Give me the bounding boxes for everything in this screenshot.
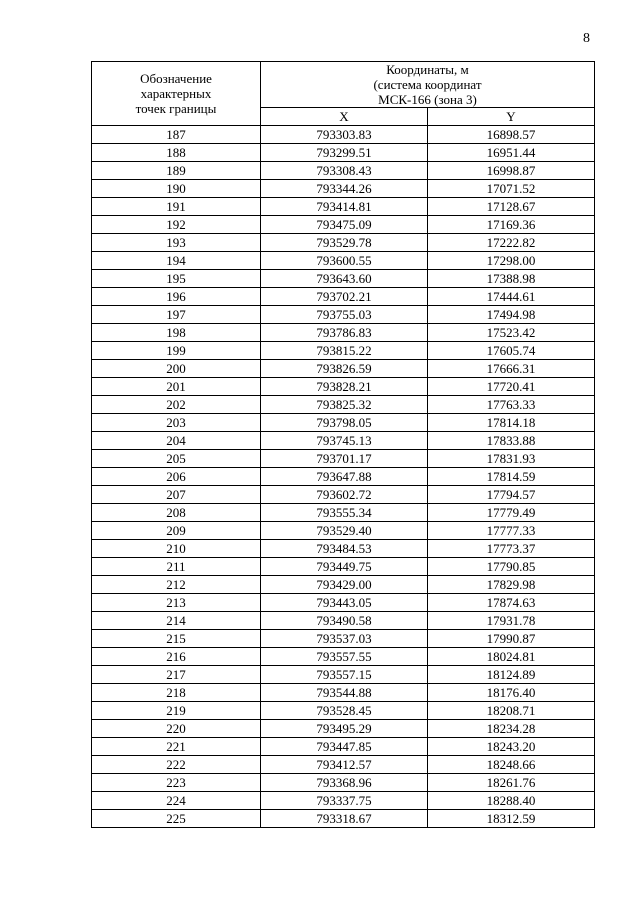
x-cell: 793344.26 — [261, 180, 428, 198]
y-cell: 17829.98 — [428, 576, 595, 594]
y-cell: 18124.89 — [428, 666, 595, 684]
header-points-line: Обозначение — [140, 71, 212, 86]
point-cell: 218 — [92, 684, 261, 702]
y-cell: 17388.98 — [428, 270, 595, 288]
point-cell: 193 — [92, 234, 261, 252]
x-cell: 793318.67 — [261, 810, 428, 828]
point-cell: 219 — [92, 702, 261, 720]
x-cell: 793529.40 — [261, 522, 428, 540]
x-cell: 793449.75 — [261, 558, 428, 576]
header-coordinates-line: МСК-166 (зона 3) — [378, 92, 477, 107]
point-cell: 220 — [92, 720, 261, 738]
table-row — [92, 396, 595, 414]
y-cell: 17128.67 — [428, 198, 595, 216]
y-cell: 17833.88 — [428, 432, 595, 450]
point-cell: 187 — [92, 126, 261, 144]
header-coordinates-line: Координаты, м — [386, 62, 469, 77]
table-row — [92, 450, 595, 468]
x-cell: 793414.81 — [261, 198, 428, 216]
x-cell: 793484.53 — [261, 540, 428, 558]
table-header-row — [92, 62, 595, 108]
table-row — [92, 810, 595, 828]
point-cell: 202 — [92, 396, 261, 414]
y-cell: 17720.41 — [428, 378, 595, 396]
table-row — [92, 144, 595, 162]
x-cell: 793647.88 — [261, 468, 428, 486]
x-cell: 793745.13 — [261, 432, 428, 450]
x-cell: 793308.43 — [261, 162, 428, 180]
point-cell: 192 — [92, 216, 261, 234]
table-row — [92, 720, 595, 738]
table-row — [92, 324, 595, 342]
y-cell: 17222.82 — [428, 234, 595, 252]
y-cell: 18261.76 — [428, 774, 595, 792]
table-row — [92, 306, 595, 324]
table-row — [92, 198, 595, 216]
y-cell: 17990.87 — [428, 630, 595, 648]
header-points-designation — [92, 62, 261, 126]
x-cell: 793825.32 — [261, 396, 428, 414]
x-cell: 793557.55 — [261, 648, 428, 666]
header-coordinates-line: (система координат — [373, 77, 482, 92]
y-cell: 17605.74 — [428, 342, 595, 360]
point-cell: 211 — [92, 558, 261, 576]
table-row — [92, 630, 595, 648]
table-row — [92, 540, 595, 558]
point-cell: 208 — [92, 504, 261, 522]
point-cell: 190 — [92, 180, 261, 198]
point-cell: 188 — [92, 144, 261, 162]
point-cell: 204 — [92, 432, 261, 450]
x-cell: 793529.78 — [261, 234, 428, 252]
x-cell: 793786.83 — [261, 324, 428, 342]
table-row — [92, 180, 595, 198]
y-cell: 18243.20 — [428, 738, 595, 756]
y-cell: 17814.18 — [428, 414, 595, 432]
point-cell: 223 — [92, 774, 261, 792]
y-cell: 16951.44 — [428, 144, 595, 162]
y-cell: 17444.61 — [428, 288, 595, 306]
x-cell: 793602.72 — [261, 486, 428, 504]
y-cell: 18208.71 — [428, 702, 595, 720]
point-cell: 213 — [92, 594, 261, 612]
x-cell: 793798.05 — [261, 414, 428, 432]
point-cell: 206 — [92, 468, 261, 486]
x-cell: 793828.21 — [261, 378, 428, 396]
x-cell: 793429.00 — [261, 576, 428, 594]
table-row — [92, 486, 595, 504]
y-cell: 17494.98 — [428, 306, 595, 324]
table-row — [92, 774, 595, 792]
y-cell: 18024.81 — [428, 648, 595, 666]
y-cell: 17794.57 — [428, 486, 595, 504]
y-cell: 18288.40 — [428, 792, 595, 810]
x-cell: 793600.55 — [261, 252, 428, 270]
point-cell: 207 — [92, 486, 261, 504]
x-cell: 793303.83 — [261, 126, 428, 144]
point-cell: 199 — [92, 342, 261, 360]
table-row — [92, 612, 595, 630]
x-cell: 793412.57 — [261, 756, 428, 774]
header-y: Y — [428, 108, 595, 126]
table-row — [92, 504, 595, 522]
point-cell: 196 — [92, 288, 261, 306]
table-row — [92, 414, 595, 432]
x-cell: 793544.88 — [261, 684, 428, 702]
y-cell: 17169.36 — [428, 216, 595, 234]
x-cell: 793643.60 — [261, 270, 428, 288]
coordinates-table — [91, 61, 595, 828]
x-cell: 793826.59 — [261, 360, 428, 378]
x-cell: 793555.34 — [261, 504, 428, 522]
point-cell: 191 — [92, 198, 261, 216]
x-cell: 793443.05 — [261, 594, 428, 612]
x-cell: 793537.03 — [261, 630, 428, 648]
table-row — [92, 522, 595, 540]
table-row — [92, 756, 595, 774]
table-row — [92, 684, 595, 702]
header-x: X — [261, 108, 428, 126]
point-cell: 212 — [92, 576, 261, 594]
x-cell: 793528.45 — [261, 702, 428, 720]
table-row — [92, 468, 595, 486]
x-cell: 793368.96 — [261, 774, 428, 792]
point-cell: 198 — [92, 324, 261, 342]
point-cell: 221 — [92, 738, 261, 756]
y-cell: 17831.93 — [428, 450, 595, 468]
point-cell: 217 — [92, 666, 261, 684]
y-cell: 18312.59 — [428, 810, 595, 828]
table-row — [92, 360, 595, 378]
table-row — [92, 432, 595, 450]
y-cell: 17071.52 — [428, 180, 595, 198]
table-row — [92, 216, 595, 234]
table-row — [92, 342, 595, 360]
table-row — [92, 162, 595, 180]
y-cell: 16998.87 — [428, 162, 595, 180]
table-row — [92, 378, 595, 396]
y-cell: 17790.85 — [428, 558, 595, 576]
x-cell: 793490.58 — [261, 612, 428, 630]
y-cell: 17773.37 — [428, 540, 595, 558]
point-cell: 195 — [92, 270, 261, 288]
point-cell: 194 — [92, 252, 261, 270]
point-cell: 201 — [92, 378, 261, 396]
y-cell: 17874.63 — [428, 594, 595, 612]
table-row — [92, 234, 595, 252]
x-cell: 793702.21 — [261, 288, 428, 306]
y-cell: 18234.28 — [428, 720, 595, 738]
y-cell: 17779.49 — [428, 504, 595, 522]
x-cell: 793337.75 — [261, 792, 428, 810]
y-cell: 17523.42 — [428, 324, 595, 342]
table-row — [92, 558, 595, 576]
table-row — [92, 288, 595, 306]
x-cell: 793447.85 — [261, 738, 428, 756]
x-cell: 793815.22 — [261, 342, 428, 360]
point-cell: 210 — [92, 540, 261, 558]
y-cell: 17814.59 — [428, 468, 595, 486]
point-cell: 209 — [92, 522, 261, 540]
y-cell: 17666.31 — [428, 360, 595, 378]
point-cell: 225 — [92, 810, 261, 828]
point-cell: 222 — [92, 756, 261, 774]
x-cell: 793495.29 — [261, 720, 428, 738]
table-row — [92, 270, 595, 288]
table-row — [92, 594, 595, 612]
table-row — [92, 666, 595, 684]
x-cell: 793701.17 — [261, 450, 428, 468]
table-row — [92, 702, 595, 720]
point-cell: 200 — [92, 360, 261, 378]
table-row — [92, 126, 595, 144]
table-row — [92, 576, 595, 594]
x-cell: 793755.03 — [261, 306, 428, 324]
y-cell: 17763.33 — [428, 396, 595, 414]
point-cell: 189 — [92, 162, 261, 180]
table-row — [92, 252, 595, 270]
point-cell: 216 — [92, 648, 261, 666]
point-cell: 203 — [92, 414, 261, 432]
x-cell: 793475.09 — [261, 216, 428, 234]
header-points-line: точек границы — [135, 101, 217, 116]
page-number: 8 — [583, 31, 590, 46]
table-row — [92, 792, 595, 810]
point-cell: 215 — [92, 630, 261, 648]
point-cell: 197 — [92, 306, 261, 324]
y-cell: 17777.33 — [428, 522, 595, 540]
x-cell: 793557.15 — [261, 666, 428, 684]
y-cell: 17298.00 — [428, 252, 595, 270]
point-cell: 214 — [92, 612, 261, 630]
point-cell: 224 — [92, 792, 261, 810]
point-cell: 205 — [92, 450, 261, 468]
y-cell: 17931.78 — [428, 612, 595, 630]
y-cell: 18248.66 — [428, 756, 595, 774]
y-cell: 18176.40 — [428, 684, 595, 702]
table-row — [92, 738, 595, 756]
header-points-line: характерных — [140, 86, 212, 101]
header-coordinates — [261, 62, 595, 108]
x-cell: 793299.51 — [261, 144, 428, 162]
table-row — [92, 648, 595, 666]
y-cell: 16898.57 — [428, 126, 595, 144]
